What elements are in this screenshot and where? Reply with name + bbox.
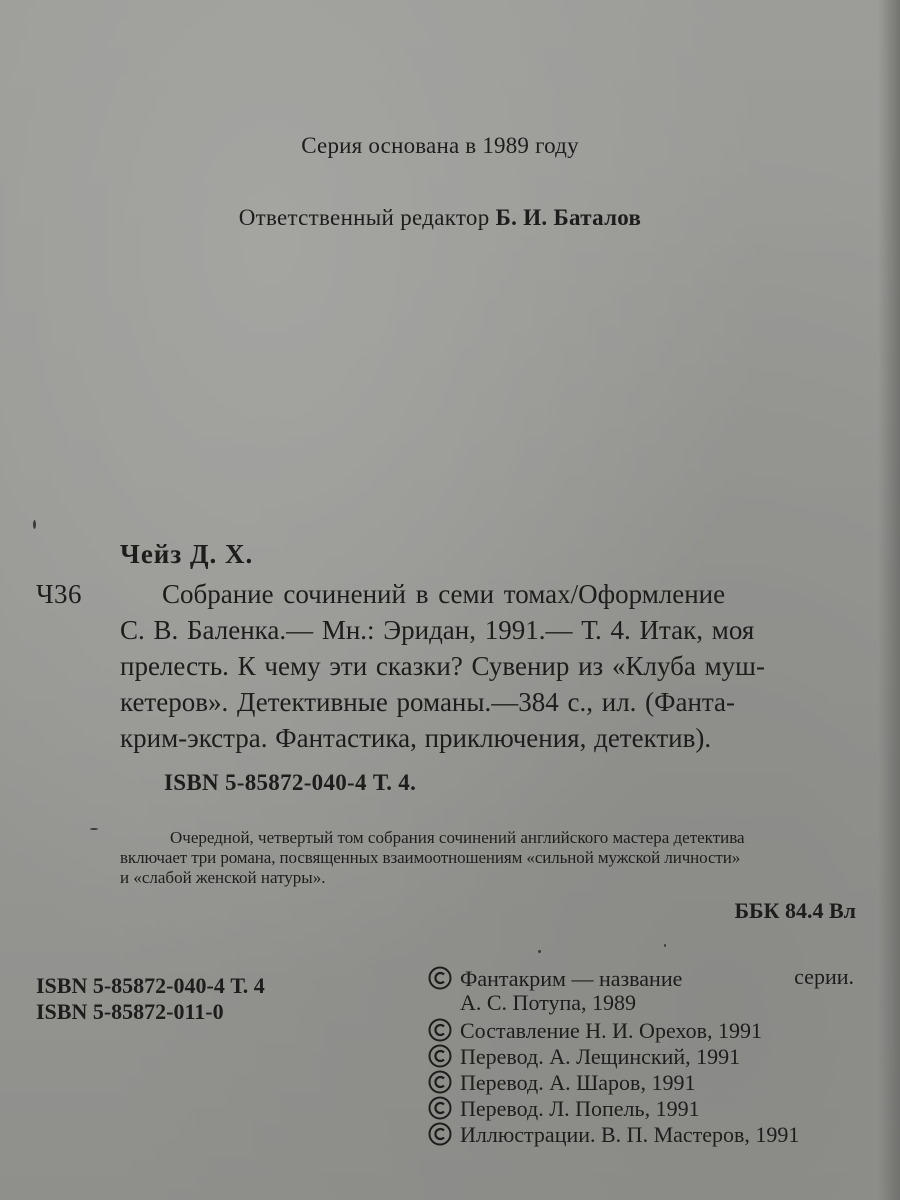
copyright-text: Фантакрим — название — [460, 966, 683, 991]
isbn-line: ISBN 5-85872-040-4 Т. 4 — [36, 973, 265, 998]
isbn-line: ISBN 5-85872-011-0 — [36, 999, 224, 1024]
copyright-line — [428, 1096, 700, 1120]
copyright-text: Перевод. Л. Попель, 1991 — [460, 1096, 700, 1121]
copyright-line — [428, 1122, 799, 1146]
description-line: Собрание сочинений в семи томах/Оформление — [162, 579, 726, 609]
description-line: крим-экстра. Фантастика, приключения, детектив). — [120, 723, 712, 753]
copyright-icon — [428, 1070, 452, 1094]
editor-label: Ответственный редактор — [238, 205, 490, 230]
annotation-line: включает три романа, посвященных взаимоотношениям «сильной мужской личности» — [120, 848, 741, 867]
copyright-line — [428, 966, 682, 990]
copyright-icon — [428, 1018, 452, 1042]
copyright-icon — [428, 1096, 452, 1120]
copyright-text: Перевод. А. Лещинский, 1991 — [460, 1044, 741, 1069]
copyright-icon — [428, 1044, 452, 1068]
copyright-line — [428, 1018, 762, 1042]
editor-name: Б. И. Баталов — [495, 205, 642, 230]
paper-speck — [33, 520, 36, 529]
copyright-text: Составление Н. И. Орехов, 1991 — [460, 1018, 762, 1043]
catalog-author: Чейз Д. Х. — [120, 539, 254, 569]
copyright-text: А. С. Потупа, 1989 — [460, 990, 637, 1015]
description-line: С. В. Баленка.— Мн.: Эридан, 1991.— Т. 4. Итак, моя — [120, 615, 755, 645]
description-line: прелесть. К чему эти сказки? Сувенир из «Клуба муш- — [120, 651, 765, 681]
copyright-icon — [428, 966, 452, 990]
copyright-line — [428, 1070, 695, 1094]
series-founded-line: Серия основана в 1989 году — [301, 133, 579, 158]
catalog-isbn: ISBN 5-85872-040-4 Т. 4. — [164, 770, 417, 795]
page-edge-shadow — [878, 0, 900, 1200]
copyright-line — [428, 1044, 740, 1068]
paper-speck — [90, 828, 98, 830]
bbk-code: ББК 84.4 Вл — [734, 898, 856, 923]
copyright-text: Иллюстрации. В. П. Мастеров, 1991 — [460, 1122, 800, 1147]
copyright-text: Перевод. А. Шаров, 1991 — [460, 1070, 696, 1095]
annotation-line: Очередной, четвертый том собрания сочинений английского мастера детектива — [170, 828, 745, 847]
responsible-editor-line — [0, 206, 880, 229]
catalog-code: Ч36 — [36, 579, 83, 609]
copyright-line — [428, 992, 636, 1014]
paper-speck — [664, 944, 666, 947]
annotation-line: и «слабой женской натуры». — [120, 868, 326, 887]
paper-speck — [538, 950, 541, 953]
copyright-series-word: серии. — [794, 964, 854, 989]
copyright-icon — [428, 1122, 452, 1146]
description-line: кетеров». Детективные романы.—384 с., ил. (Фанта- — [120, 687, 736, 717]
